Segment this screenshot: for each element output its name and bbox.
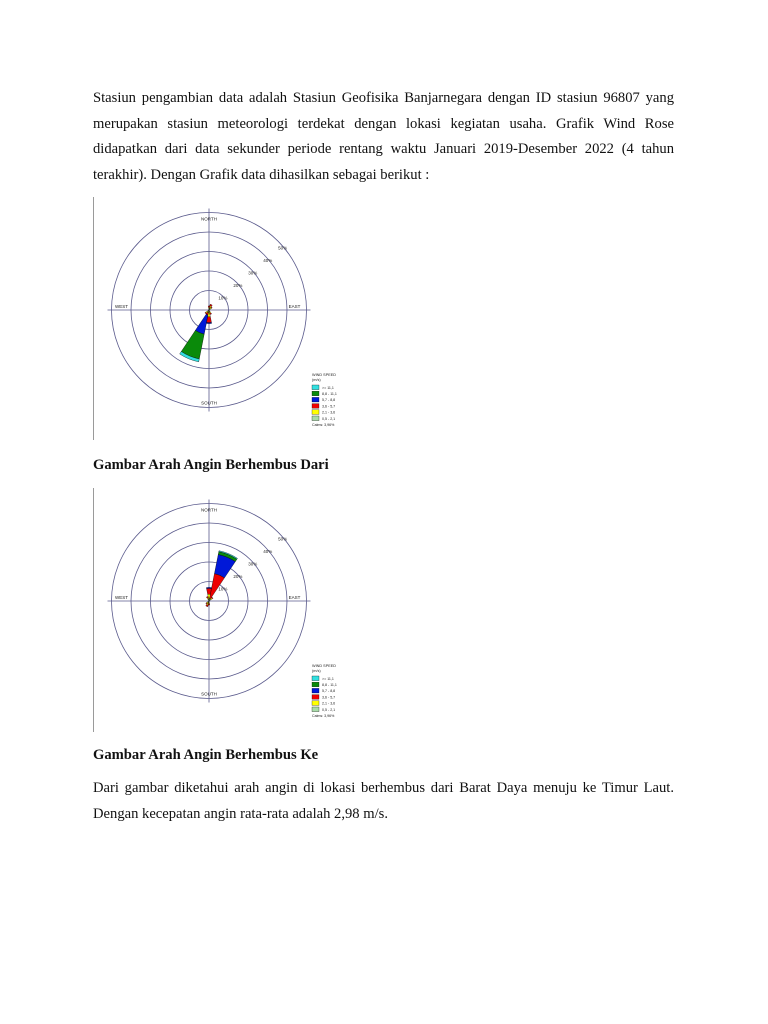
legend-swatch	[312, 688, 319, 693]
legend-swatch	[312, 404, 319, 409]
wind-rose-from-svg	[93, 197, 357, 440]
south-label: SOUTH	[201, 691, 217, 697]
legend-label: >= 11,1	[322, 676, 334, 681]
legend-label: >= 11,1	[322, 385, 334, 390]
petal-segment	[208, 306, 210, 308]
calms-label: Calms: 3,96%	[312, 423, 335, 428]
west-label: WEST	[115, 595, 128, 600]
legend-swatch	[312, 676, 319, 681]
legend-unit: (m/s)	[312, 378, 321, 382]
petal-202.5	[180, 310, 209, 362]
legend-swatch	[312, 385, 319, 390]
west-label: WEST	[115, 304, 128, 309]
conclusion-paragraph: Dari gambar diketahui arah angin di lokasi berhembus dari Barat Daya menuju ke Timur Laut. Dengan kecepatan angin rata-rata adalah 2,98 m/s.	[93, 780, 674, 822]
ring-label-1: 10%	[218, 295, 228, 301]
petal-segment	[209, 307, 210, 309]
legend-swatch	[312, 410, 319, 415]
legend-label: 3,6 - 5,7	[322, 404, 336, 409]
ring-label-3: 30%	[248, 561, 258, 567]
legend-unit: (m/s)	[312, 669, 321, 673]
legend-swatch	[312, 397, 319, 402]
ring-label-2: 20%	[233, 573, 243, 579]
south-label: SOUTH	[201, 400, 217, 406]
legend-swatch	[312, 391, 319, 396]
legend-swatch	[312, 695, 319, 700]
legend-swatch	[312, 416, 319, 421]
petal-segment	[208, 603, 210, 605]
legend-label: 0,5 - 2,1	[322, 416, 336, 421]
legend-title: WIND SPEED	[312, 664, 337, 668]
petal-segment	[209, 602, 210, 604]
legend-label: 2,1 - 3,6	[322, 701, 336, 706]
north-label: NORTH	[201, 216, 217, 222]
legend-label: 5,7 - 8,8	[322, 398, 336, 403]
calms-label: Calms: 3,96%	[312, 714, 335, 719]
ring-label-5: 50%	[278, 245, 288, 251]
figure-caption-to: Gambar Arah Angin Berhembus Ke	[93, 747, 319, 763]
east-label: EAST	[288, 595, 301, 600]
north-label: NORTH	[201, 507, 217, 513]
ring-label-1: 10%	[218, 586, 228, 592]
wind-rose-to-figure	[93, 488, 357, 732]
legend-label: 0,5 - 2,1	[322, 707, 336, 712]
figure-caption-from: Gambar Arah Angin Berhembus Dari	[93, 457, 329, 473]
wind-rose-from-figure	[93, 197, 357, 440]
ring-label-4: 40%	[263, 548, 273, 554]
ring-label-2: 20%	[233, 282, 243, 288]
legend-label: 8,8 - 11,1	[322, 683, 337, 687]
legend	[312, 373, 337, 427]
legend-swatch	[312, 707, 319, 712]
legend-label: 8,8 - 11,1	[322, 392, 337, 396]
legend-title: WIND SPEED	[312, 373, 337, 377]
legend	[312, 664, 337, 718]
east-label: EAST	[288, 304, 301, 309]
legend-label: 5,7 - 8,8	[322, 689, 336, 694]
legend-label: 2,1 - 3,6	[322, 410, 336, 415]
petal-segment	[195, 314, 208, 334]
legend-swatch	[312, 701, 319, 706]
petal-segment	[206, 322, 211, 323]
ring-label-4: 40%	[263, 257, 273, 263]
legend-label: 3,6 - 5,7	[322, 695, 336, 700]
ring-label-3: 30%	[248, 270, 258, 276]
wind-rose-to-svg	[93, 488, 357, 732]
legend-swatch	[312, 682, 319, 687]
intro-paragraph: Stasiun pengambian data adalah Stasiun Geofisika Banjarnegara dengan ID stasiun 96807 yang merupakan stasiun meteorologi terdekat dengan lokasi kegiatan usaha. Grafik Wind Rose didapatkan dari data sekunder periode rentang waktu Januari 2019-Desember 2022 (4 tahun terakhir). Dengan Grafik data dihasilkan sebagai berikut :	[93, 90, 674, 183]
ring-label-5: 50%	[278, 536, 288, 542]
petal-segment	[206, 587, 211, 588]
